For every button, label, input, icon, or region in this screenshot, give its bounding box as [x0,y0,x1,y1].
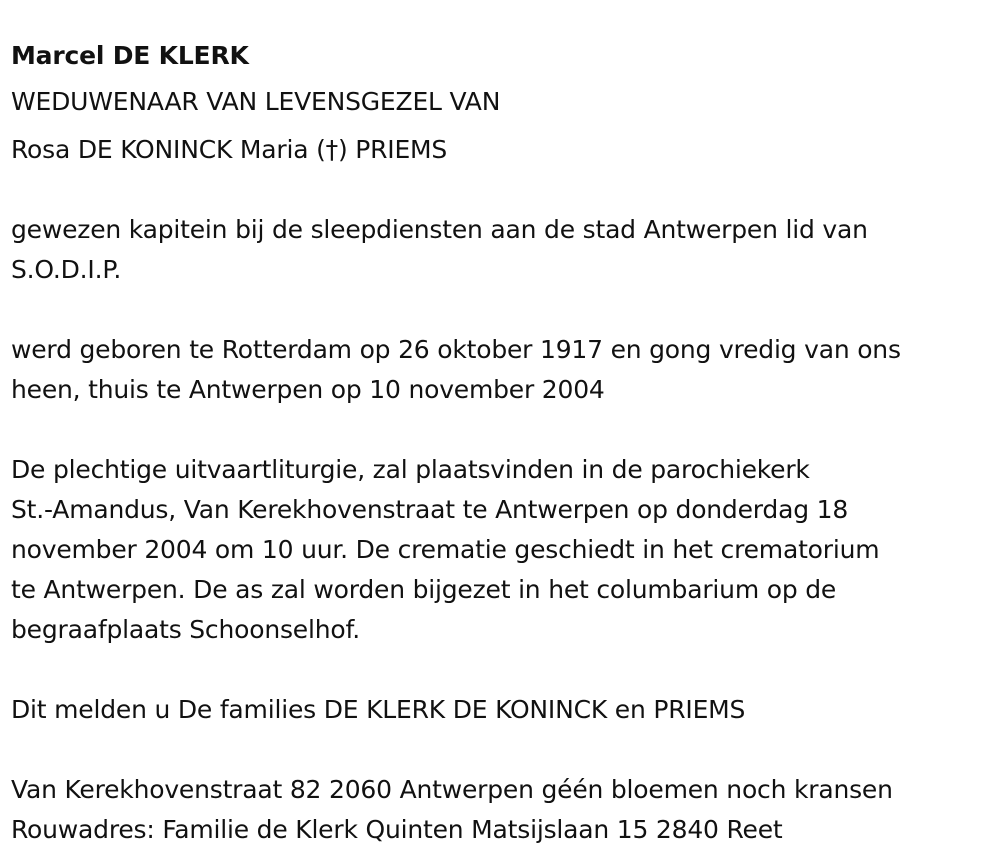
paragraph-line: St.-Amandus, Van Kerekhovenstraat te Antwerpen op donderdag 18 [11,495,849,524]
spouse-line: Rosa DE KONINCK Maria (†) PRIEMS [11,135,448,164]
address-line: Rouwadres: Familie de Klerk Quinten Matsijslaan 15 2840 Reet [11,815,783,844]
paragraph-line: heen, thuis te Antwerpen op 10 november 2004 [11,375,605,404]
paragraph-line: te Antwerpen. De as zal worden bijgezet in het columbarium op de [11,575,837,604]
paragraph-line: De plechtige uitvaartliturgie, zal plaatsvinden in de parochiekerk [11,455,810,484]
deceased-name: Marcel DE KLERK [11,41,249,70]
paragraph-spacer [11,730,991,770]
paragraph-spacer [11,290,991,330]
paragraph-line: november 2004 om 10 uur. De crematie geschiedt in het crematorium [11,535,880,564]
family-announcement: Dit melden u De families DE KLERK DE KONINCK en PRIEMS [11,695,746,724]
paragraph-line: S.O.D.I.P. [11,255,122,284]
birth-death-paragraph [11,330,991,410]
relation-line: WEDUWENAAR VAN LEVENSGEZEL VAN [11,87,501,116]
paragraph-spacer [11,650,991,690]
paragraph-spacer [11,410,991,450]
funeral-paragraph [11,450,991,650]
paragraph-spacer [11,174,991,210]
address-paragraph [11,770,991,850]
occupation-paragraph [11,210,991,290]
paragraph-line: werd geboren te Rotterdam op 26 oktober 1917 en gong vredig van ons [11,335,901,364]
obituary-document [11,34,991,850]
address-line: Van Kerekhovenstraat 82 2060 Antwerpen géén bloemen noch kransen [11,775,893,804]
paragraph-line: begraafplaats Schoonselhof. [11,615,360,644]
paragraph-line: gewezen kapitein bij de sleepdiensten aan de stad Antwerpen lid van [11,215,868,244]
